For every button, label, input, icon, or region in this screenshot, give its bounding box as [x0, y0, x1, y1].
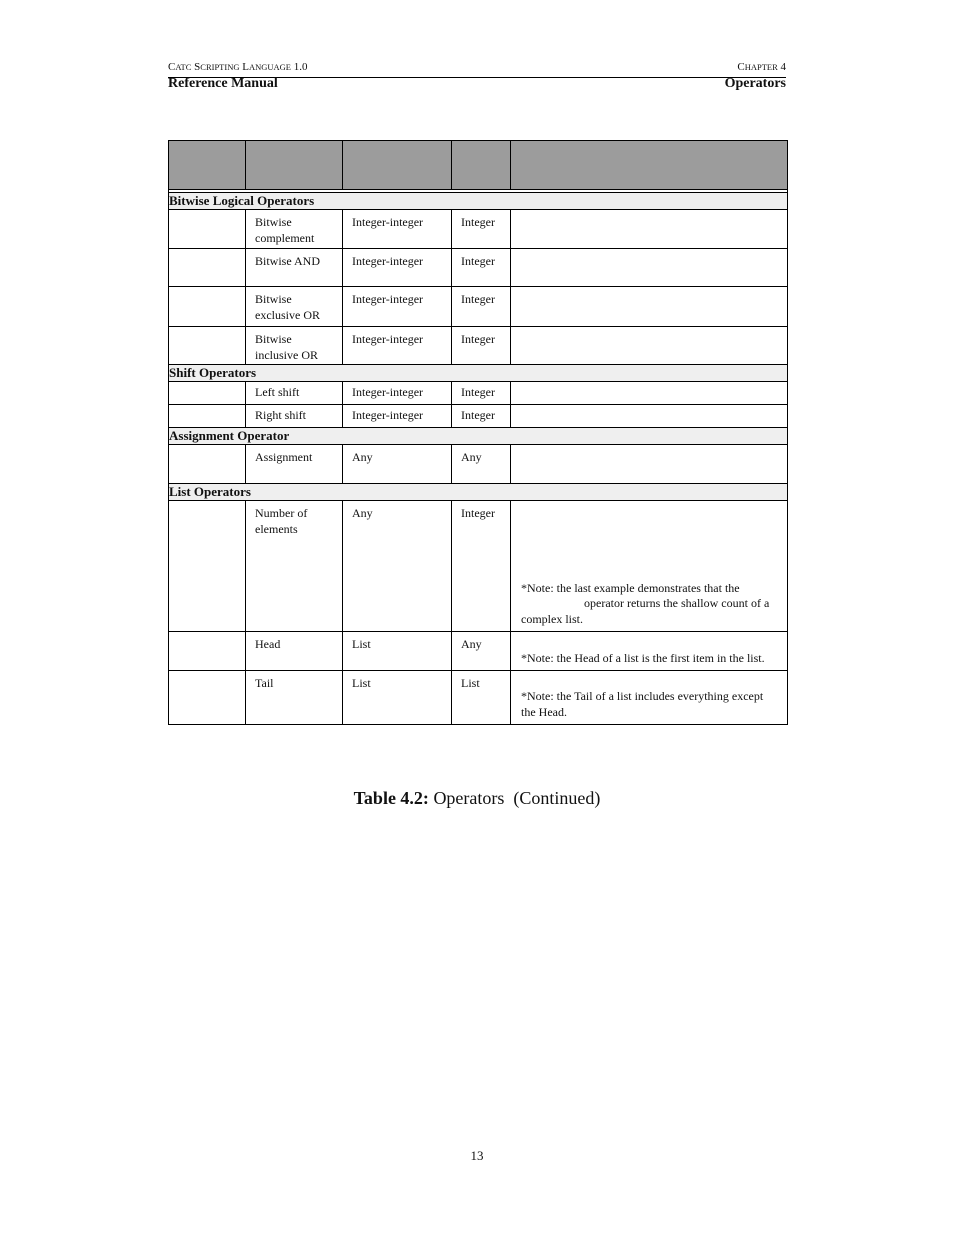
table-row	[169, 249, 788, 287]
running-header-manual: Reference Manual	[168, 76, 278, 91]
operand-types: Integer-integer	[352, 332, 424, 346]
operand-types: Any	[352, 506, 373, 520]
operator-name: Assignment	[255, 450, 313, 464]
header-cell	[246, 141, 343, 190]
table-row	[169, 210, 788, 249]
operand-types: Integer-integer	[352, 254, 424, 268]
result-type: Integer	[461, 385, 495, 399]
operand-types: Integer-integer	[352, 292, 424, 306]
section-header	[169, 484, 788, 501]
table-header-row	[169, 141, 788, 190]
result-type: Any	[461, 450, 482, 464]
result-type: Integer	[461, 506, 495, 520]
result-type: Integer	[461, 292, 495, 306]
header-cell	[343, 141, 452, 190]
running-header-chapter: CHAPTER 4	[737, 61, 786, 73]
running-header-title: CATC SCRIPTING LANGUAGE 1.0	[168, 61, 308, 73]
operand-types: Integer-integer	[352, 385, 424, 399]
result-type: Any	[461, 637, 482, 651]
header-cell	[511, 141, 788, 190]
operator-name: Bitwise AND	[255, 254, 321, 268]
table-row	[169, 632, 788, 671]
operand-types: Integer-integer	[352, 215, 424, 229]
page-number: 13	[470, 1148, 484, 1163]
section-title: Bitwise Logical Operators	[169, 193, 788, 210]
running-header-section: Operators	[724, 76, 786, 91]
section-title: Assignment Operator	[169, 428, 788, 445]
table-row	[169, 671, 788, 725]
operators-table	[168, 140, 788, 725]
operator-note: *Note: the Tail of a list includes everything except the Head.	[521, 689, 764, 719]
table-row	[169, 501, 788, 632]
table-row	[169, 445, 788, 484]
operator-name: Bitwise exclusive OR	[255, 292, 320, 322]
operand-types: List	[352, 676, 371, 690]
section-header	[169, 193, 788, 210]
result-type: Integer	[461, 332, 495, 346]
section-title: Shift Operators	[169, 365, 788, 382]
section-header	[169, 365, 788, 382]
operator-name: Tail	[255, 676, 274, 690]
caption-label: Table 4.2:	[353, 788, 429, 808]
header-cell	[452, 141, 511, 190]
operator-name: Left shift	[255, 385, 300, 399]
header-cell	[169, 141, 246, 190]
operator-name: Head	[255, 637, 281, 651]
operator-name: Bitwise complement	[255, 215, 315, 245]
table-row	[169, 327, 788, 365]
result-type: Integer	[461, 254, 495, 268]
operand-types: List	[352, 637, 371, 651]
table-caption	[0, 788, 954, 809]
operator-name: Number of elements	[255, 506, 308, 536]
caption-text: Operators (Continued)	[433, 788, 601, 808]
table-row	[169, 382, 788, 405]
table-row	[169, 405, 788, 428]
table-row	[169, 287, 788, 327]
operator-note: *Note: the last example demonstrates that the operator returns the shallow count of a complex list.	[521, 580, 770, 626]
result-type: Integer	[461, 408, 495, 422]
operator-note: *Note: the Head of a list is the first item in the list.	[521, 650, 765, 665]
result-type: List	[461, 676, 480, 690]
operator-name: Right shift	[255, 408, 307, 422]
operator-name: Bitwise inclusive OR	[255, 332, 318, 362]
operand-types: Any	[352, 450, 373, 464]
result-type: Integer	[461, 215, 495, 229]
section-title: List Operators	[169, 484, 788, 501]
section-header	[169, 428, 788, 445]
operand-types: Integer-integer	[352, 408, 424, 422]
